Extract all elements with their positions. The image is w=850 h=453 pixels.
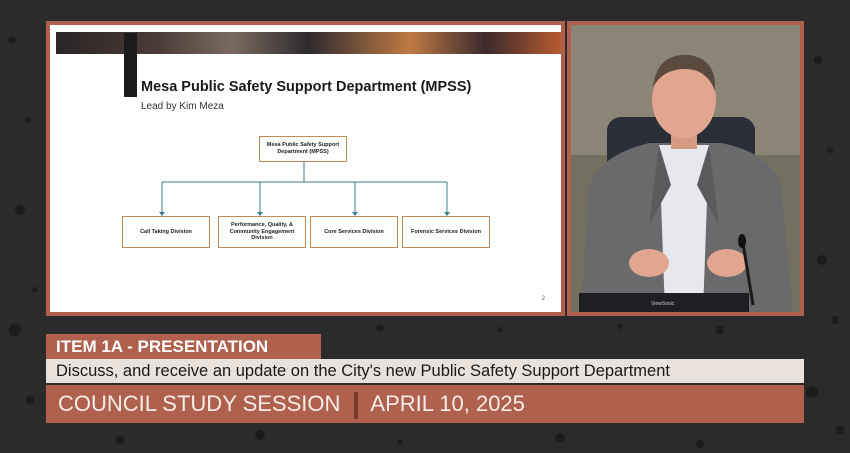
org-division-forensic: Forensic Services Division xyxy=(402,216,490,248)
speaker-video-scene xyxy=(571,25,800,312)
org-division-call-taking: Call Taking Division xyxy=(122,216,210,248)
org-chart-connectors xyxy=(50,25,561,312)
session-name: COUNCIL STUDY SESSION xyxy=(58,391,341,416)
org-division-performance: Performance, Quality, & Community Engagement Division xyxy=(218,216,306,248)
presentation-slide xyxy=(50,25,561,312)
org-root-box: Mesa Public Safety Support Department (MPSS) xyxy=(259,136,347,162)
slide-page-number: 2 xyxy=(541,296,545,302)
item-description: Discuss, and receive an update on the City's new Public Safety Support Department xyxy=(46,359,804,383)
speaker-video xyxy=(571,25,800,312)
presentation-slide-frame xyxy=(46,21,565,316)
org-division-core-services: Core Services Division xyxy=(310,216,398,248)
speaker-video-frame xyxy=(567,21,804,316)
slide-subtitle: Lead by Kim Meza xyxy=(141,101,224,112)
session-date: APRIL 10, 2025 xyxy=(370,391,525,416)
slide-title: Mesa Public Safety Support Department (MPSS) xyxy=(141,79,472,95)
item-label: ITEM 1A - PRESENTATION xyxy=(46,334,321,359)
session-bar xyxy=(46,385,804,423)
monitor-brand-label: ViewSonic xyxy=(651,301,675,307)
session-divider xyxy=(354,392,358,419)
